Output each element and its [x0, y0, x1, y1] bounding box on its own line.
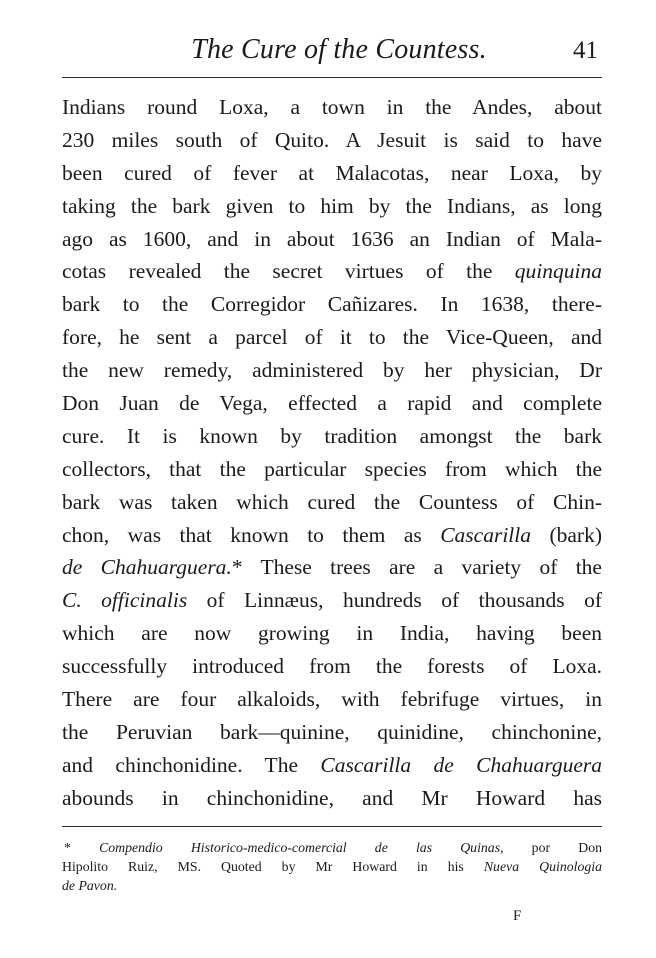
body-text: There are four alkaloids, with febrifuge virtues, in [62, 687, 602, 712]
body-text: abounds in chinchonidine, and Mr Howard has [62, 785, 602, 810]
body-italic-text: quinquina [514, 259, 602, 284]
body-line [62, 716, 602, 749]
body-line [62, 486, 602, 519]
page-number: 41 [573, 37, 598, 64]
body-italic-text: de Chahuarguera. [62, 555, 232, 580]
body-line [62, 749, 602, 782]
body-line [62, 420, 602, 453]
footnote-text: Hipolito Ruiz, MS. Quoted by Mr Howard in his [62, 859, 484, 874]
body-text: the Peruvian bark—quinine, quinidine, chinchonine, [62, 719, 602, 744]
body-text: Don Juan de Vega, effected a rapid and complete [62, 391, 602, 416]
body-text: bark to the Corregidor Cañizares. In 1638, there- [62, 292, 602, 317]
body-line [62, 782, 602, 815]
body-line [62, 288, 602, 321]
body-text: ago as 1600, and in about 1636 an Indian of Mala- [62, 226, 602, 251]
body-line [62, 223, 602, 256]
body-text: been cured of fever at Malacotas, near Loxa, by [62, 160, 602, 185]
body-text: successfully introduced from the forests of Loxa. [62, 654, 602, 679]
body-text: cotas revealed the secret virtues of the [62, 259, 515, 284]
body-italic-text: Cascarilla [440, 522, 532, 547]
body-line [62, 650, 602, 683]
body-line [62, 584, 602, 617]
footnote-text: * [64, 840, 100, 855]
body-text: (bark) [531, 522, 602, 547]
body-text: taking the bark given to him by the Indians, as long [62, 193, 602, 218]
body-line [62, 683, 602, 716]
body-line [62, 321, 602, 354]
footnote-italic-text: Compendio Historico-medico-comercial de las Quinas, [99, 840, 504, 855]
footnote-line [62, 876, 602, 895]
body-line [62, 617, 602, 650]
body-text: cure. It is known by tradition amongst the bark [62, 423, 602, 448]
body-line [62, 157, 602, 190]
body-text: chon, was that known to them as [62, 522, 441, 547]
footnote-rule [62, 826, 602, 827]
body-text: collectors, that the particular species from which the [62, 456, 602, 481]
body-text: which are now growing in India, having been [62, 621, 602, 646]
body-text: 230 miles south of Quito. A Jesuit is said to have [62, 127, 602, 152]
signature-mark: F [513, 908, 522, 924]
body-line [62, 190, 602, 223]
body-line [62, 91, 602, 124]
body-line [62, 354, 602, 387]
body-italic-text: Cascarilla de Chahuarguera [320, 752, 602, 777]
body-line [62, 387, 602, 420]
body-text: fore, he sent a parcel of it to the Vice-Queen, and [62, 325, 602, 350]
body-line [62, 519, 602, 552]
body-text: and chinchonidine. The [62, 752, 321, 777]
footnote-text: por Don [503, 840, 602, 855]
body-text: * These trees are a variety of the [231, 555, 602, 580]
running-title: The Cure of the Countess. [191, 34, 487, 65]
running-head [62, 30, 602, 70]
body-text: of Linnæus, hundreds of thousands of [187, 588, 602, 613]
footnote-line [62, 838, 602, 857]
footnote [62, 838, 602, 895]
body-text [62, 91, 602, 815]
footnote-italic-text: de Pavon. [62, 878, 118, 893]
body-italic-text: C. officinalis [62, 588, 188, 613]
footnote-line [62, 857, 602, 876]
body-text: the new remedy, administered by her physician, Dr [62, 358, 602, 383]
body-line [62, 551, 602, 584]
footnote-italic-text: Nueva Quinologia [483, 859, 602, 874]
body-line [62, 453, 602, 486]
body-text: bark was taken which cured the Countess of Chin- [62, 489, 602, 514]
body-line [62, 124, 602, 157]
body-text: Indians round Loxa, a town in the Andes, about [62, 95, 602, 119]
body-line [62, 255, 602, 288]
header-rule [62, 77, 602, 78]
